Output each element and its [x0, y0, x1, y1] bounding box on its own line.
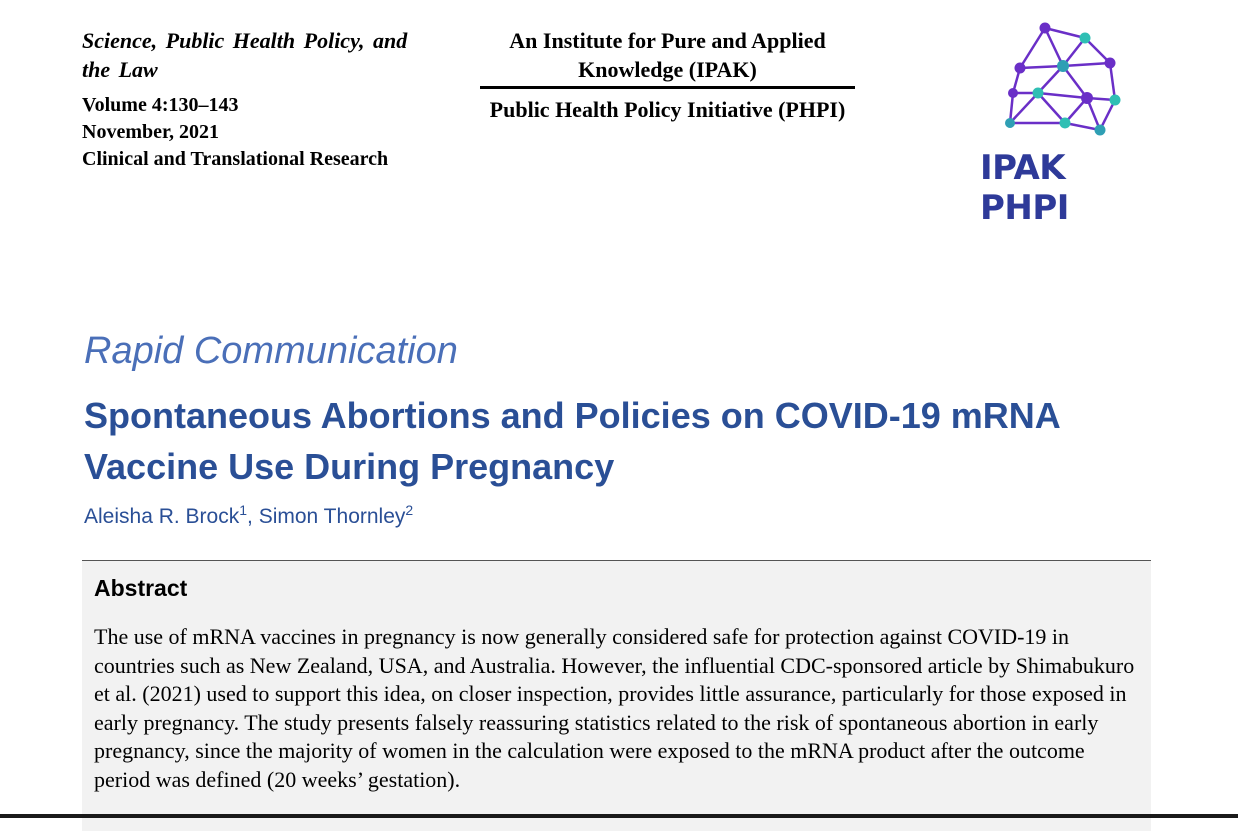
- initiative-name: Public Health Policy Initiative (PHPI): [489, 97, 846, 122]
- ipak-phpi-logo: [980, 18, 1150, 228]
- logo-text: IPAK PHPI: [980, 148, 1069, 228]
- abstract-box: [82, 560, 1151, 831]
- article-title: Spontaneous Abortions and Policies on COVID-19 mRNA Vaccine Use During Pregnancy: [84, 395, 1060, 487]
- author-affiliation: 2: [405, 502, 414, 518]
- journal-section: Clinical and Translational Research: [82, 148, 389, 170]
- journal-date: November, 2021: [82, 121, 220, 143]
- journal-name: Science, Public Health Policy, and the Law: [82, 28, 408, 82]
- institute-info: [480, 26, 855, 124]
- author-name[interactable]: Simon Thornley: [258, 505, 406, 528]
- institute-name: An Institute for Pure and Applied Knowledge (IPAK): [509, 28, 826, 82]
- journal-info: [82, 26, 422, 173]
- abstract-text: The use of mRNA vaccines in pregnancy is now generally considered safe for protection against COVID-19 in countries such as New Zealand, USA, and Australia. However, the influential CDC-sponsored article by Shimabukuro et al. (2021) used to support this idea, on closer inspection, provides little assurance, particularly for those exposed in early pregnancy. The study presents falsely reassuring statistics related to the risk of spontaneous abortion in early pregnancy, since the majority of women in the calculation were exposed to the mRNA product after the outcome period was defined (20 weeks’ gestation).: [94, 624, 1135, 792]
- journal-volume: Volume 4:130–143: [82, 94, 239, 116]
- article-type: Rapid Communication: [84, 330, 458, 372]
- author-affiliation: 1: [239, 502, 248, 518]
- abstract-heading: Abstract: [94, 575, 188, 601]
- network-brain-icon: [1005, 18, 1125, 143]
- institute-divider: [480, 86, 855, 89]
- author-name[interactable]: Aleisha R. Brock: [84, 505, 240, 528]
- author-list: Aleisha R. Brock$^1$, Simon Thornley$^2$: [84, 502, 414, 528]
- page-bottom-edge: [0, 814, 1238, 818]
